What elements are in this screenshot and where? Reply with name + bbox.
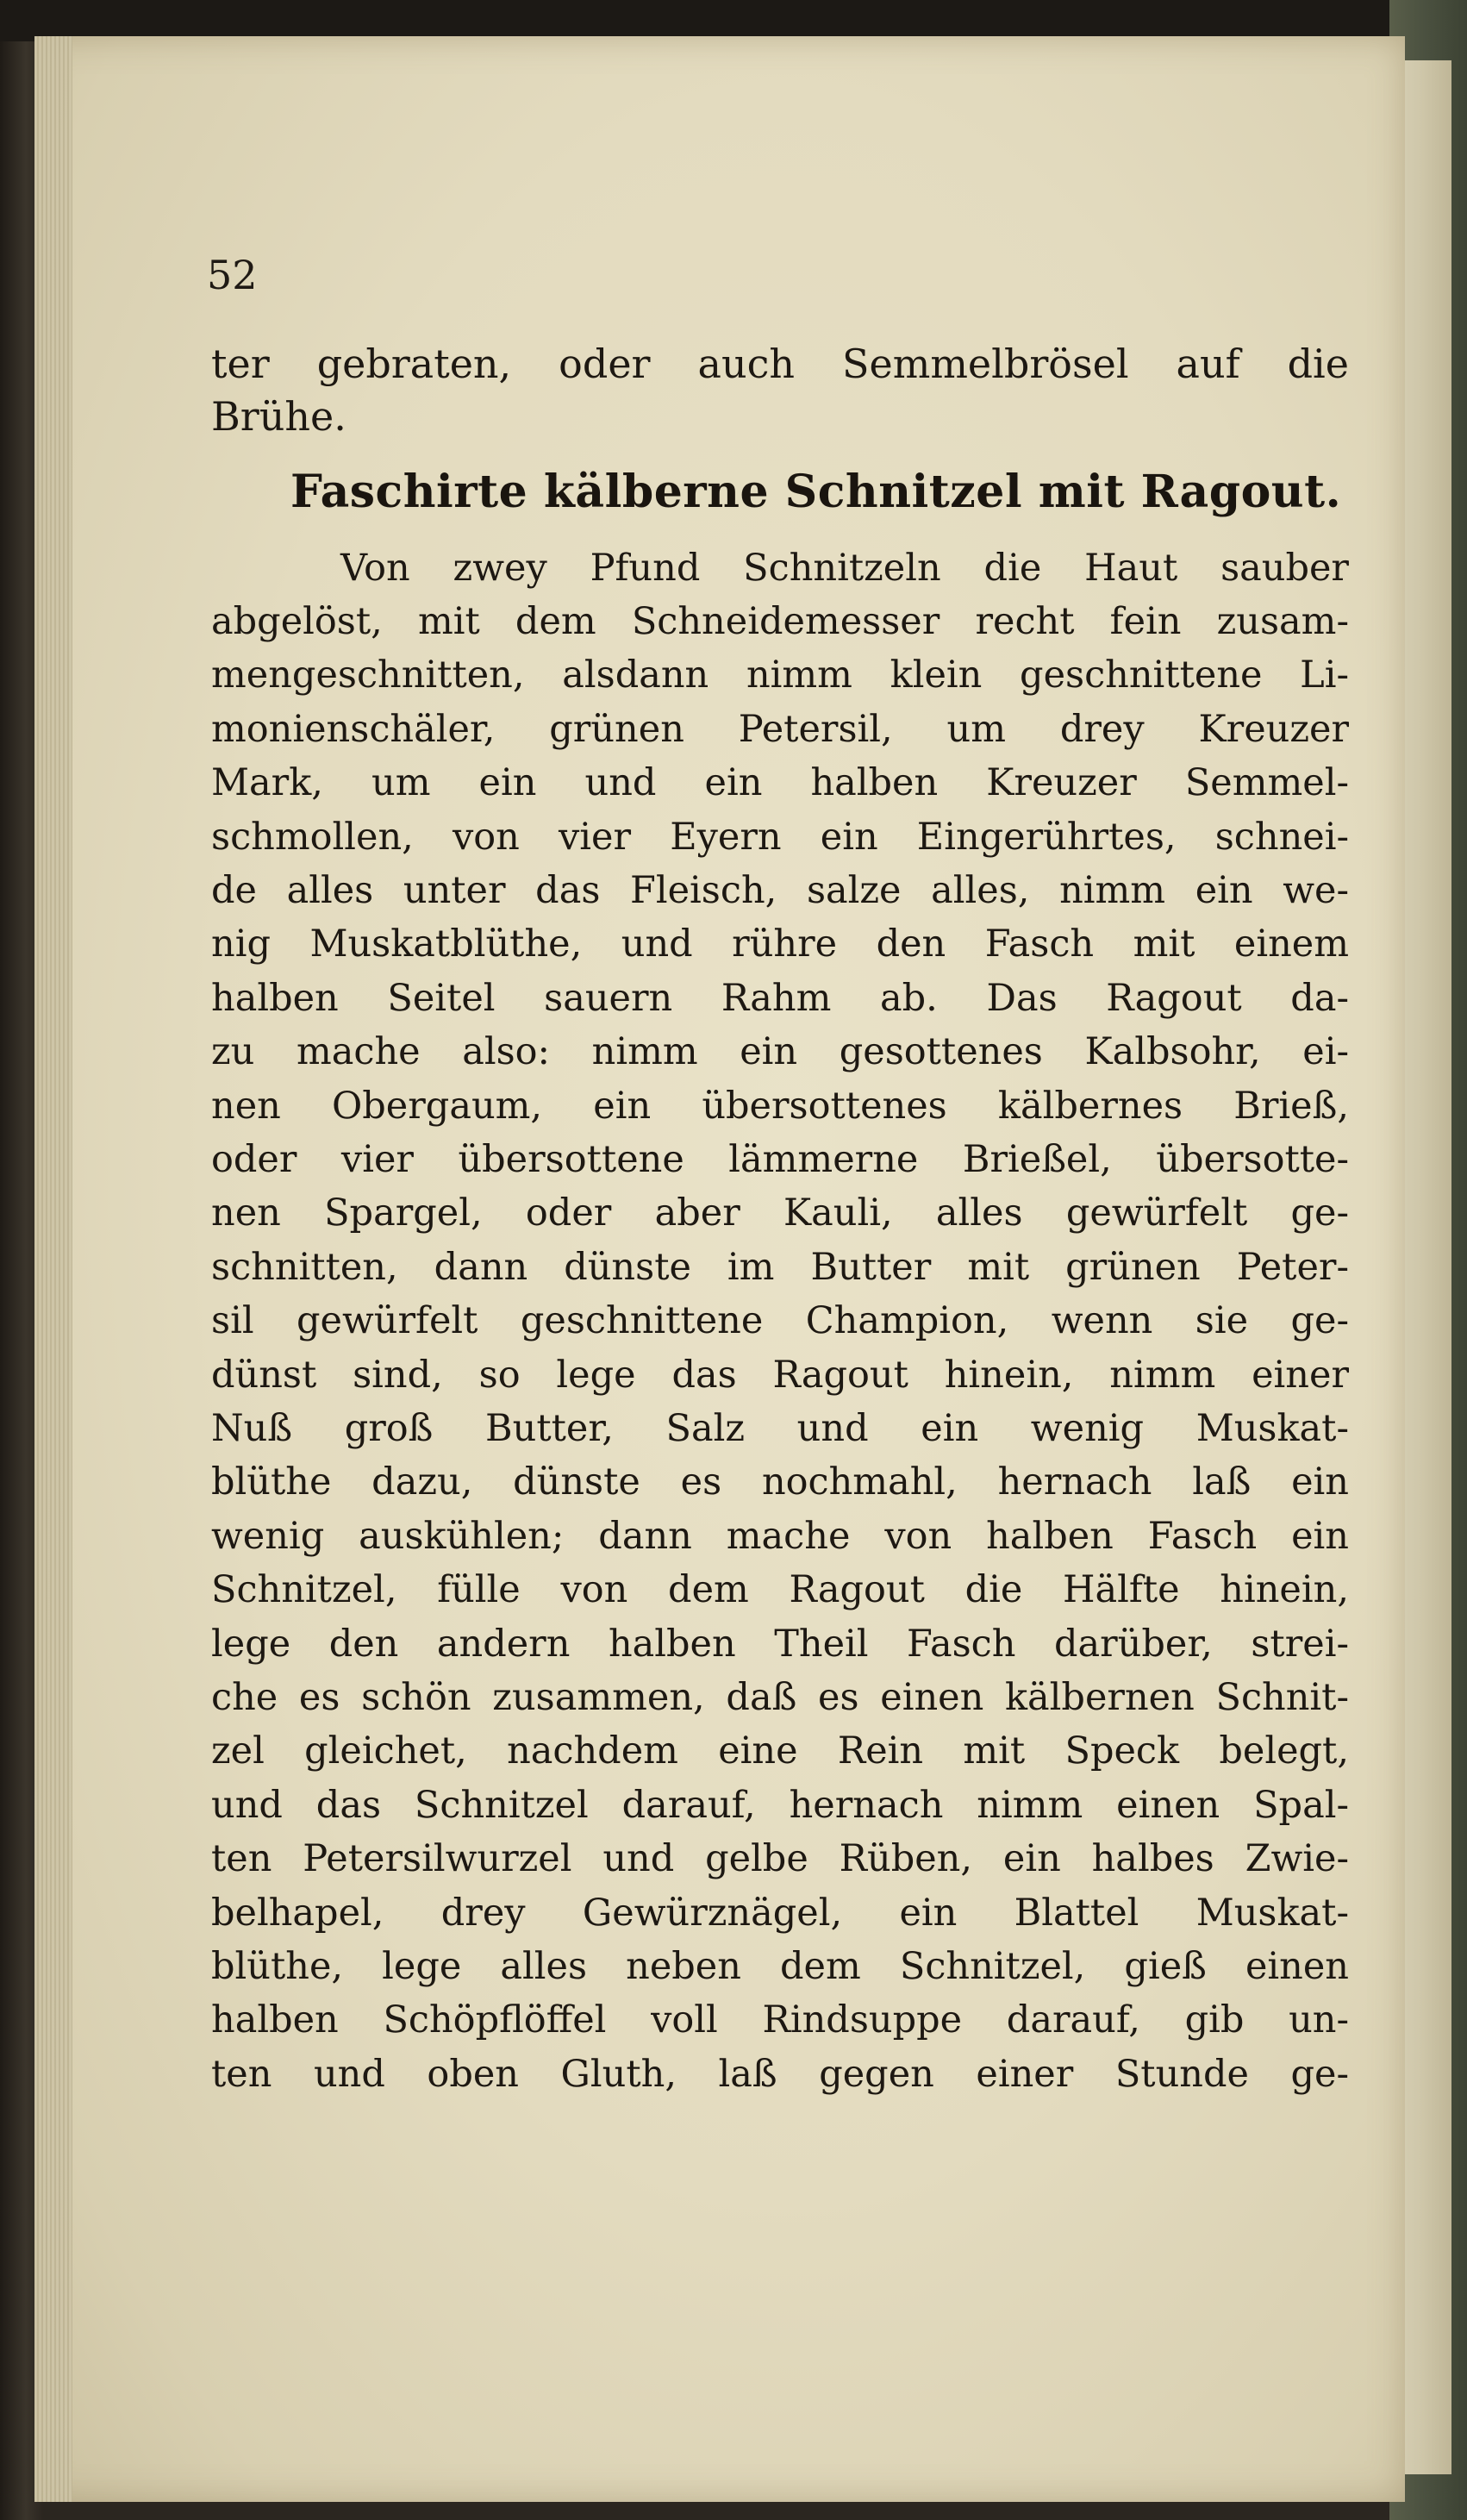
text-line: belhapel, drey Gewürznägel, ein Blattel Muskat- (211, 1891, 1349, 1935)
text-line: ten und oben Gluth, laß gegen einer Stunde ge- (211, 2052, 1349, 2096)
text-line: che es schön zusammen, daß es einen kälbernen Schnit- (211, 1676, 1349, 1720)
text-line: Schnitzel, fülle von dem Ragout die Hälfte hinein, (211, 1568, 1349, 1612)
text-line: Von zwey Pfund Schnitzeln die Haut sauber (340, 546, 1349, 590)
text-line: schnitten, dann dünste im Butter mit grünen Peter- (211, 1245, 1349, 1289)
text-line: schmollen, von vier Eyern ein Eingerührtes, schnei- (211, 815, 1349, 859)
continuation-paragraph (211, 338, 1349, 442)
text-line: ten Petersilwurzel und gelbe Rüben, ein halbes Zwie- (211, 1837, 1349, 1881)
text-line: halben Seitel sauern Rahm ab. Das Ragout da- (211, 976, 1349, 1020)
scanner-bed-edge (0, 0, 1467, 41)
text-line: oder vier übersottene lämmerne Brießel, übersotte- (211, 1137, 1349, 1181)
text-line: zel gleichet, nachdem eine Rein mit Speck belegt, (211, 1729, 1349, 1773)
page-stack-edges (34, 36, 72, 2502)
text-line: Brühe. (211, 392, 346, 440)
text-line: monienschäler, grünen Petersil, um drey Kreuzer (211, 707, 1349, 751)
text-line: nig Muskatblüthe, und rühre den Fasch mit einem (211, 922, 1349, 966)
text-line: Nuß groß Butter, Salz und ein wenig Muskat- (211, 1407, 1349, 1450)
text-line: halben Schöpflöffel voll Rindsuppe darauf, gib un- (211, 1998, 1349, 2042)
text-line: zu mache also: nimm ein gesottenes Kalbsohr, ei- (211, 1030, 1349, 1074)
text-line: blüthe, lege alles neben dem Schnitzel, gieß einen (211, 1945, 1349, 1989)
text-line: mengeschnitten, alsdann nimm klein geschnittene Li- (211, 653, 1349, 697)
text-line: abgelöst, mit dem Schneidemesser recht fein zusam- (211, 599, 1349, 643)
text-line: nen Spargel, oder aber Kauli, alles gewürfelt ge- (211, 1191, 1349, 1235)
page-text (211, 338, 1349, 2101)
text-line: sil gewürfelt geschnittene Champion, wenn sie ge- (211, 1299, 1349, 1343)
text-line: blüthe dazu, dünste es nochmahl, hernach laß ein (211, 1460, 1349, 1504)
text-line: nen Obergaum, ein übersottenes kälbernes Brieß, (211, 1084, 1349, 1128)
text-line: lege den andern halben Theil Fasch darüber, strei- (211, 1622, 1349, 1666)
text-line: de alles unter das Fleisch, salze alles, nimm ein we- (211, 868, 1349, 912)
recipe-paragraph (211, 541, 1349, 2102)
text-line: ter gebraten, oder auch Semmelbrösel auf die (211, 341, 1349, 387)
text-line: Mark, um ein und ein halben Kreuzer Semmel- (211, 761, 1349, 805)
text-line: dünst sind, so lege das Ragout hinein, nimm einer (211, 1353, 1349, 1397)
page-number: 52 (207, 252, 258, 298)
recipe-title: Faschirte kälberne Schnitzel mit Ragout. (290, 466, 1342, 518)
text-line: und das Schnitzel darauf, hernach nimm einen Spal- (211, 1783, 1349, 1827)
text-line: wenig auskühlen; dann mache von halben Fasch ein (211, 1514, 1349, 1558)
